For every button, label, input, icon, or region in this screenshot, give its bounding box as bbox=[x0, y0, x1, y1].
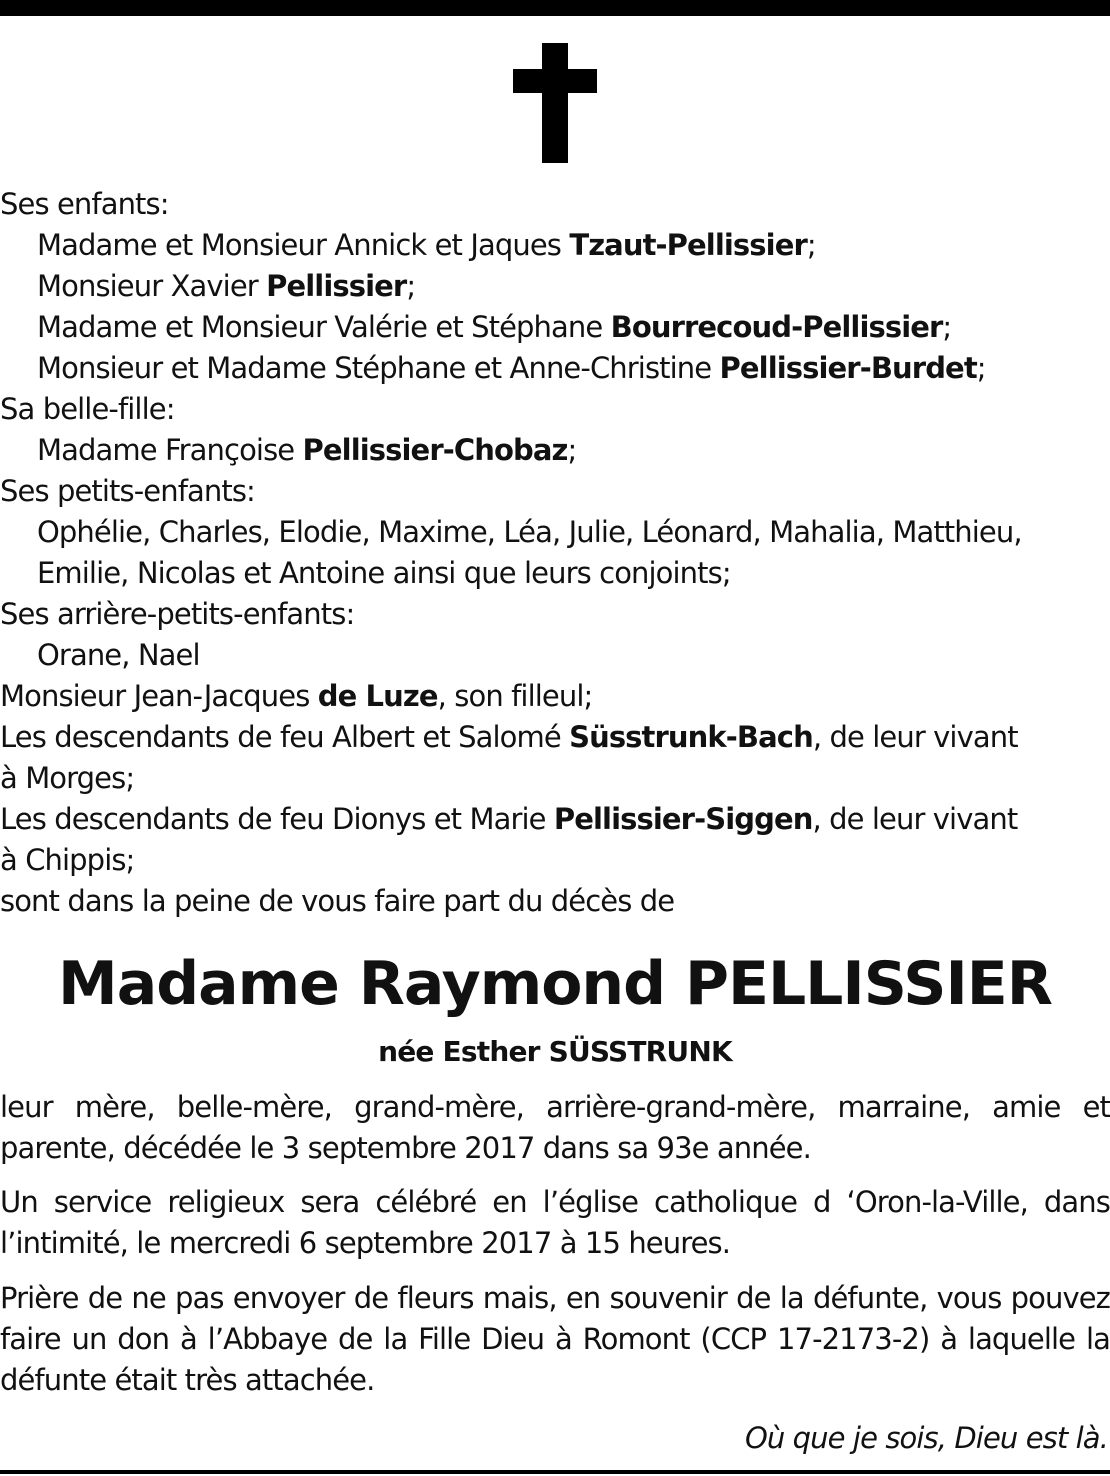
latin-cross-icon bbox=[513, 43, 597, 163]
donation-paragraph: Prière de ne pas envoyer de fleurs mais, en souvenir de la défunte, vous pouvez faire un don à l’Abbaye de la Fille Dieu à Romont (CCP 17-2173-2) à laquelle la défunte était très attachée. bbox=[0, 1281, 1110, 1397]
descendants-place: à Chippis; bbox=[0, 843, 135, 877]
grandchildren-line: Emilie, Nicolas et Antoine ainsi que leurs conjoints; bbox=[37, 556, 731, 590]
surname: Süsstrunk-Bach bbox=[569, 720, 813, 754]
daughter-in-law-heading: Sa belle-fille: bbox=[0, 392, 175, 426]
child-entry: Monsieur et Madame Stéphane et Anne-Christine Pellissier-Burdet; bbox=[37, 351, 986, 385]
relation-paragraph: leur mère, belle-mère, grand-mère, arrière-grand-mère, marraine, amie et parente, décédée le 3 septembre 2017 dans sa 93e année. bbox=[0, 1090, 1110, 1165]
descendants-entry: Les descendants de feu Albert et Salomé Süsstrunk-Bach, de leur vivant bbox=[0, 720, 1018, 754]
surname: Tzaut-Pellissier bbox=[569, 228, 807, 262]
announcement-line: sont dans la peine de vous faire part du décès de bbox=[0, 884, 675, 918]
descendants-entry: Les descendants de feu Dionys et Marie Pellissier-Siggen, de leur vivant bbox=[0, 802, 1018, 836]
great-grandchildren-entry: Orane, Nael bbox=[37, 638, 200, 672]
surname: Pellissier-Chobaz bbox=[302, 433, 568, 467]
closing-motto: Où que je sois, Dieu est là. bbox=[744, 1421, 1108, 1455]
grandchildren-line: Ophélie, Charles, Elodie, Maxime, Léa, Julie, Léonard, Mahalia, Matthieu, bbox=[37, 515, 1022, 549]
daughter-in-law-entry: Madame Françoise Pellissier-Chobaz; bbox=[37, 433, 577, 467]
descendants-place: à Morges; bbox=[0, 761, 135, 795]
surname: Bourrecoud-Pellissier bbox=[610, 310, 943, 344]
child-entry: Monsieur Xavier Pellissier; bbox=[37, 269, 416, 303]
child-entry: Madame et Monsieur Valérie et Stéphane Bourrecoud-Pellissier; bbox=[37, 310, 952, 344]
surname: Pellissier-Burdet bbox=[719, 351, 977, 385]
surname: de Luze bbox=[317, 679, 438, 713]
deceased-birth-name: née Esther SÜSSTRUNK bbox=[378, 1035, 732, 1068]
bottom-border-rule bbox=[0, 1470, 1110, 1474]
godson-entry: Monsieur Jean-Jacques de Luze, son filleul; bbox=[0, 679, 593, 713]
grandchildren-heading: Ses petits-enfants: bbox=[0, 474, 255, 508]
family-list bbox=[0, 184, 1110, 922]
service-paragraph: Un service religieux sera célébré en l’église catholique d ‘Oron-la-Ville, dans l’intimité, le mercredi 6 septembre 2017 à 15 heures. bbox=[0, 1185, 1110, 1260]
deceased-name: Madame Raymond PELLISSIER bbox=[58, 949, 1052, 1019]
child-entry: Madame et Monsieur Annick et Jaques Tzaut-Pellissier; bbox=[37, 228, 816, 262]
surname: Pellissier bbox=[266, 269, 407, 303]
surname: Pellissier-Siggen bbox=[553, 802, 813, 836]
top-border-rule bbox=[0, 0, 1110, 16]
children-heading: Ses enfants: bbox=[0, 187, 169, 221]
great-grandchildren-heading: Ses arrière-petits-enfants: bbox=[0, 597, 355, 631]
